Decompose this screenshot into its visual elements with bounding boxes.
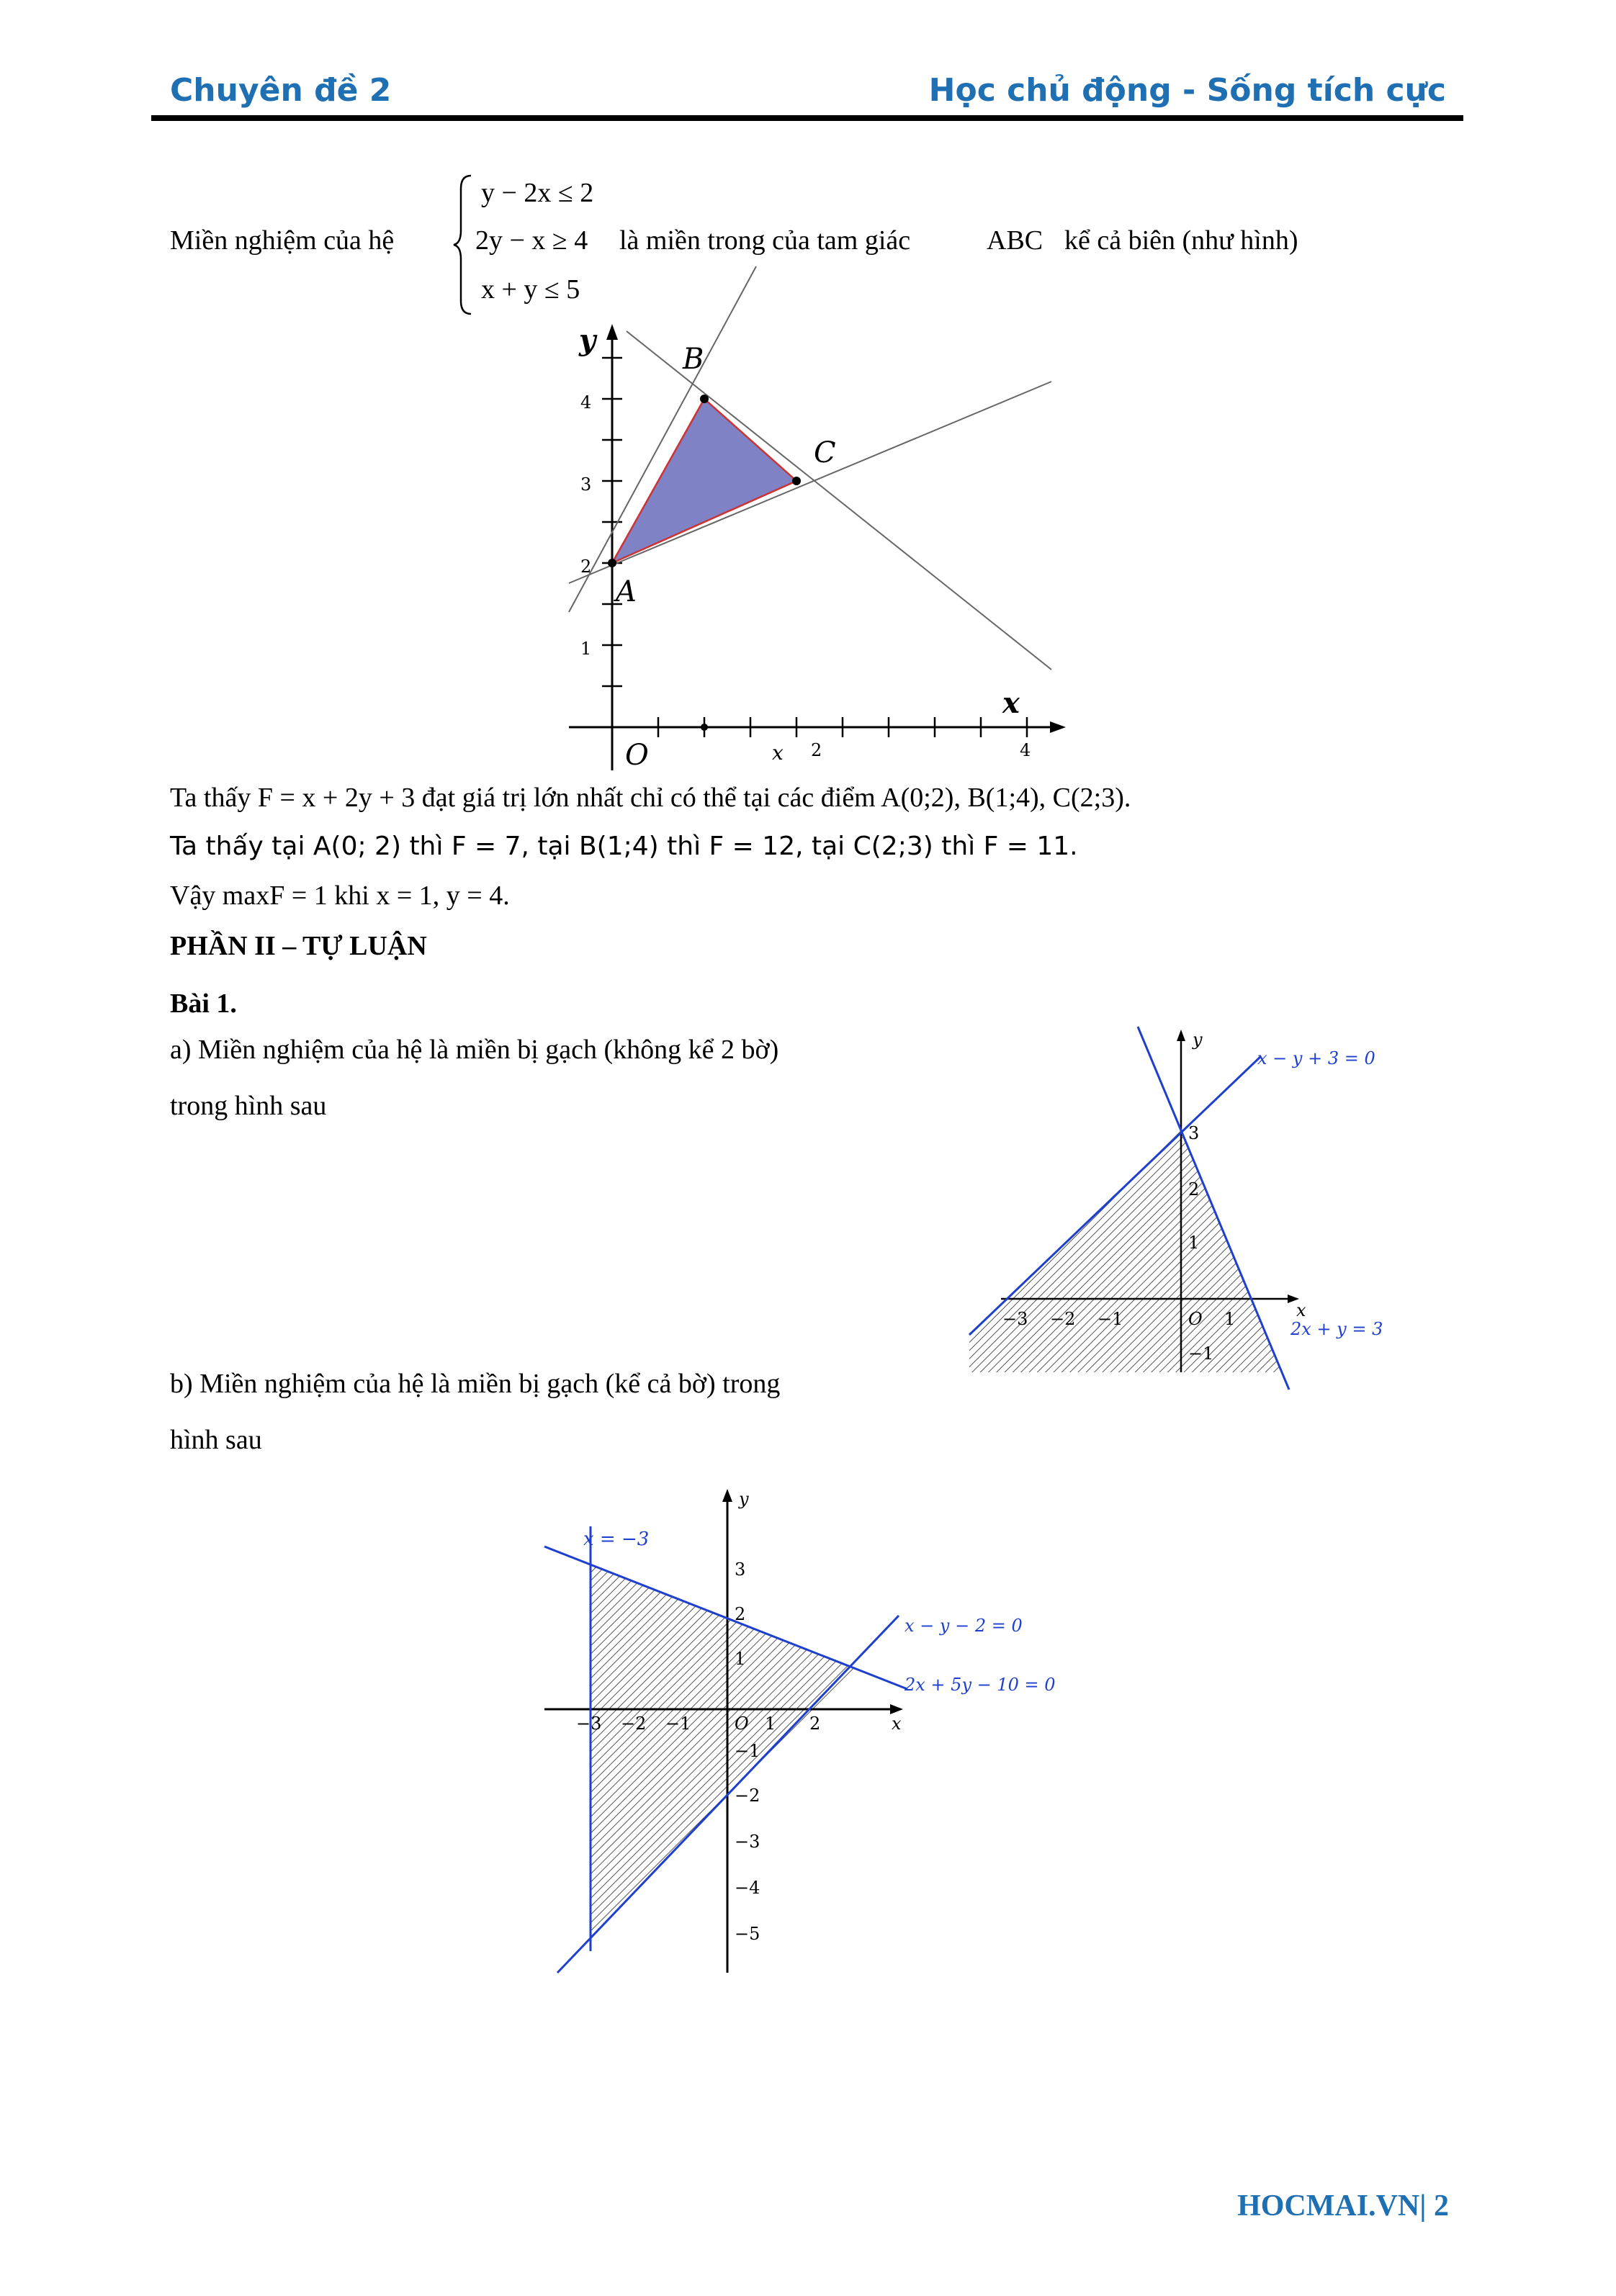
graph3-line-1-label: x − y − 2 = 0 — [904, 1616, 1023, 1636]
intro-suffix-pre: là miền trong của tam giác — [619, 225, 911, 256]
graph1-point-c — [792, 477, 801, 485]
graph1-xtick-4: 4 — [1020, 740, 1031, 760]
graph3-vline-label: x = −3 — [583, 1529, 650, 1550]
graph1-point-a — [608, 559, 616, 567]
system-line-1: y − 2x ≤ 2 — [481, 178, 594, 208]
part-b-line-2: hình sau — [170, 1425, 262, 1455]
part-b-line-1: b) Miền nghiệm của hệ là miền bị gạch (kể cả bờ) trong — [170, 1369, 781, 1399]
graph3-ytick-m4: −4 — [735, 1878, 760, 1898]
graph3-x-arrow — [890, 1704, 903, 1714]
graph3-region — [533, 1483, 1109, 1987]
graph2-xlabel: x — [1296, 1300, 1306, 1320]
graph2-xtick-m1: −1 — [1097, 1309, 1123, 1329]
graph3-y-arrow — [722, 1489, 732, 1502]
footer-brand: HOCMAI.VN — [1237, 2189, 1420, 2223]
footer-page-number: 2 — [1434, 2189, 1449, 2223]
graph3-xtick-m1: −1 — [665, 1714, 691, 1734]
graph3-xtick-m2: −2 — [621, 1714, 647, 1734]
conclusion-line-3: Vậy maxF = 1 khi x = 1, y = 4. — [170, 881, 510, 911]
graph1-ylabel: y — [579, 323, 596, 357]
intro-suffix-post: kể cả biên (như hình) — [1064, 225, 1298, 256]
graph3-hatched-area — [591, 1565, 854, 1938]
graph1-x-dot — [701, 724, 708, 731]
graph1-ytick-2: 2 — [580, 557, 592, 577]
graph3-line-2-label: 2x + 5y − 10 = 0 — [904, 1675, 1056, 1695]
graph3-xtick-m3: −3 — [576, 1714, 602, 1734]
graph2-line-2-label: 2x + y = 3 — [1290, 1319, 1383, 1339]
graph3-ytick-m1: −1 — [735, 1741, 760, 1761]
section-title: PHẦN II – TỰ LUẬN — [170, 931, 427, 961]
graph1-triangle-abc — [562, 324, 1066, 770]
system-line-3: x + y ≤ 5 — [481, 274, 580, 305]
system-line-2: 2y − x ≥ 4 — [475, 225, 588, 256]
graph1-label-a: A — [616, 575, 637, 608]
graph1-ytick-4: 4 — [580, 392, 592, 413]
header-rule — [151, 115, 1463, 121]
graph1-label-b: B — [683, 343, 704, 376]
graph3-ytick-m5: −5 — [735, 1924, 760, 1944]
graph3-ytick-2: 2 — [735, 1604, 746, 1624]
graph2-xtick-m2: −2 — [1050, 1309, 1076, 1329]
graph1-point-b — [700, 395, 709, 403]
intro-triangle-name: ABC — [987, 225, 1043, 256]
footer-separator: | — [1419, 2189, 1427, 2223]
graph2-region — [972, 1030, 1404, 1375]
part-a-line-1: a) Miền nghiệm của hệ là miền bị gạch (không kể 2 bờ) — [170, 1035, 779, 1065]
part-a-line-2: trong hình sau — [170, 1091, 327, 1121]
graph2-origin: O — [1188, 1309, 1203, 1329]
bai-title: Bài 1. — [170, 989, 237, 1019]
graph1-ytick-3: 3 — [580, 474, 592, 495]
graph3-ytick-1: 1 — [735, 1649, 746, 1669]
header-left: Chuyên đề 2 — [170, 72, 392, 109]
conclusion-line-2: Ta thấy tại A(0; 2) thì F = 7, tại B(1;4) thì F = 12, tại C(2;3) thì F = 11. — [170, 832, 1078, 861]
graph2-xtick-1: 1 — [1224, 1309, 1236, 1329]
graph1-y-arrow — [606, 324, 618, 340]
graph1-xlabel: x — [1002, 686, 1020, 720]
conclusion-line-1: Ta thấy F = x + 2y + 3 đạt giá trị lớn nhất chỉ có thể tại các điểm A(0;2), B(1;4), C(2;3). — [170, 783, 1131, 813]
graph1-ytick-1: 1 — [580, 639, 592, 659]
intro-prefix: Miền nghiệm của hệ — [170, 225, 395, 256]
graph1-xtick-2: 2 — [811, 740, 822, 760]
graph2-y-arrow — [1177, 1030, 1185, 1041]
graph3-xtick-2: 2 — [809, 1714, 821, 1734]
system-brace — [452, 173, 474, 317]
graph2-hatched-area — [969, 1130, 1282, 1372]
graph3-xtick-1: 1 — [765, 1714, 776, 1734]
graph3-ytick-3: 3 — [735, 1559, 746, 1580]
graph2-ytick-m1: −1 — [1188, 1343, 1214, 1364]
graph3-ytick-m2: −2 — [735, 1786, 760, 1806]
graph2-ytick-1: 1 — [1188, 1233, 1200, 1253]
graph1-xtick-mid: x — [772, 741, 784, 765]
graph3-origin: O — [735, 1714, 749, 1734]
graph1-x-arrow — [1050, 721, 1066, 733]
graph1-line-2yx — [569, 382, 1051, 583]
graph2-xtick-m3: −3 — [1002, 1309, 1028, 1329]
graph3-ytick-m3: −3 — [735, 1832, 760, 1852]
header-right: Học chủ động - Sống tích cực — [928, 72, 1446, 109]
graph3-ylabel: y — [739, 1489, 749, 1509]
graph3-xlabel: x — [892, 1714, 902, 1734]
footer — [1237, 2189, 1449, 2223]
graph1-label-c: C — [814, 436, 836, 469]
graph1-origin: O — [625, 739, 649, 772]
graph2-ytick-2: 2 — [1188, 1179, 1200, 1199]
graph2-ytick-3: 3 — [1188, 1123, 1200, 1143]
graph2-line-1-label: x − y + 3 = 0 — [1257, 1048, 1375, 1068]
graph2-ylabel: y — [1193, 1030, 1203, 1050]
